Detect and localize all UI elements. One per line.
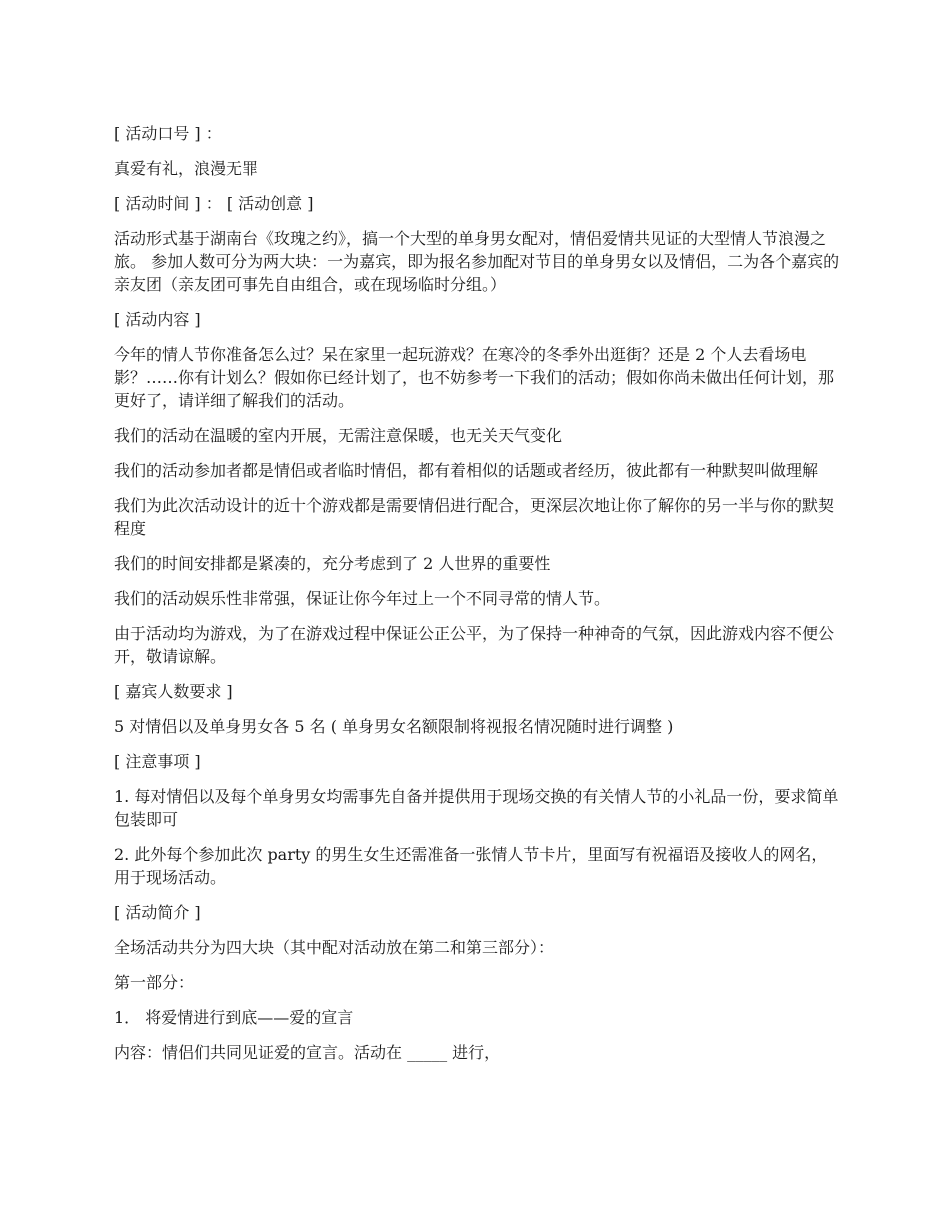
content-point-6: 由于活动均为游戏，为了在游戏过程中保证公正公平，为了保持一种神奇的气氛，因此游戏内容不便公开，敬请谅解。 xyxy=(114,624,835,666)
note-item-1: 1. 每对情侣以及每个单身男女均需事先自备并提供用于现场交换的有关情人节的小礼品一份，要求简单包装即可 xyxy=(114,787,839,829)
content-point-2: 我们的活动参加者都是情侣或者临时情侣，都有着相似的话题或者经历，彼此都有一种默契叫做理解 xyxy=(114,461,819,480)
content-point-4: 我们的时间安排都是紧凑的，充分考虑到了 2 人世界的重要性 xyxy=(114,554,551,573)
notes-heading: [ 注意事项 ] xyxy=(114,752,201,771)
slogan-heading: [ 活动口号 ] ： xyxy=(114,124,222,143)
note-item-2: 2. 此外每个参加此次 party 的男生女生还需准备一张情人节卡片，里面写有祝福语及接收人的网名，用于现场活动。 xyxy=(114,845,828,887)
content-heading: [ 活动内容 ] xyxy=(114,310,201,329)
slogan-text: 真爱有礼，浪漫无罪 xyxy=(114,159,259,178)
content-point-3: 我们为此次活动设计的近十个游戏都是需要情侣进行配合，更深层次地让你了解你的另一半与你的默契程度 xyxy=(114,496,835,538)
overview-text: 全场活动共分为四大块（其中配对活动放在第二和第三部分）： xyxy=(114,938,555,957)
document-body xyxy=(114,122,840,1076)
part-one-heading: 第一部分： xyxy=(114,973,195,992)
creative-paragraph: 活动形式基于湖南台《玫瑰之约》，搞一个大型的单身男女配对，情侣爱情共见证的大型情人节浪漫之旅。 参加人数可分为两大块：一为嘉宾，即为报名参加配对节目的单身男女以及情侣，二为各个嘉宾的亲友团（亲友团可事先自由组合，或在现场临时分组。） xyxy=(114,229,840,294)
part-one-content: 内容：情侣们共同见证爱的宣言。活动在 _____ 进行， xyxy=(114,1043,501,1062)
content-point-5: 我们的活动娱乐性非常强，保证让你今年过上一个不同寻常的情人节。 xyxy=(114,589,611,608)
guest-count-text: 5 对情侣以及单身男女各 5 名 ( 单身男女名额限制将视报名情况随时进行调整 ) xyxy=(114,717,674,736)
time-creative-heading: [ 活动时间 ] ： [ 活动创意 ] xyxy=(114,194,314,213)
overview-heading: [ 活动简介 ] xyxy=(114,903,201,922)
content-point-1: 我们的活动在温暖的室内开展，无需注意保暖，也无关天气变化 xyxy=(114,426,563,445)
content-intro-paragraph: 今年的情人节你准备怎么过？呆在家里一起玩游戏？在寒冷的冬季外出逛街？还是 2 个人去看场电影？……你有计划么？假如你已经计划了，也不妨参考一下我们的活动；假如你尚未做出任何计划，那更好了，请详细了解我们的活动。 xyxy=(114,345,835,410)
part-one-item-1: 1． 将爱情进行到底——爱的宣言 xyxy=(114,1008,354,1027)
guest-count-heading: [ 嘉宾人数要求 ] xyxy=(114,682,233,701)
